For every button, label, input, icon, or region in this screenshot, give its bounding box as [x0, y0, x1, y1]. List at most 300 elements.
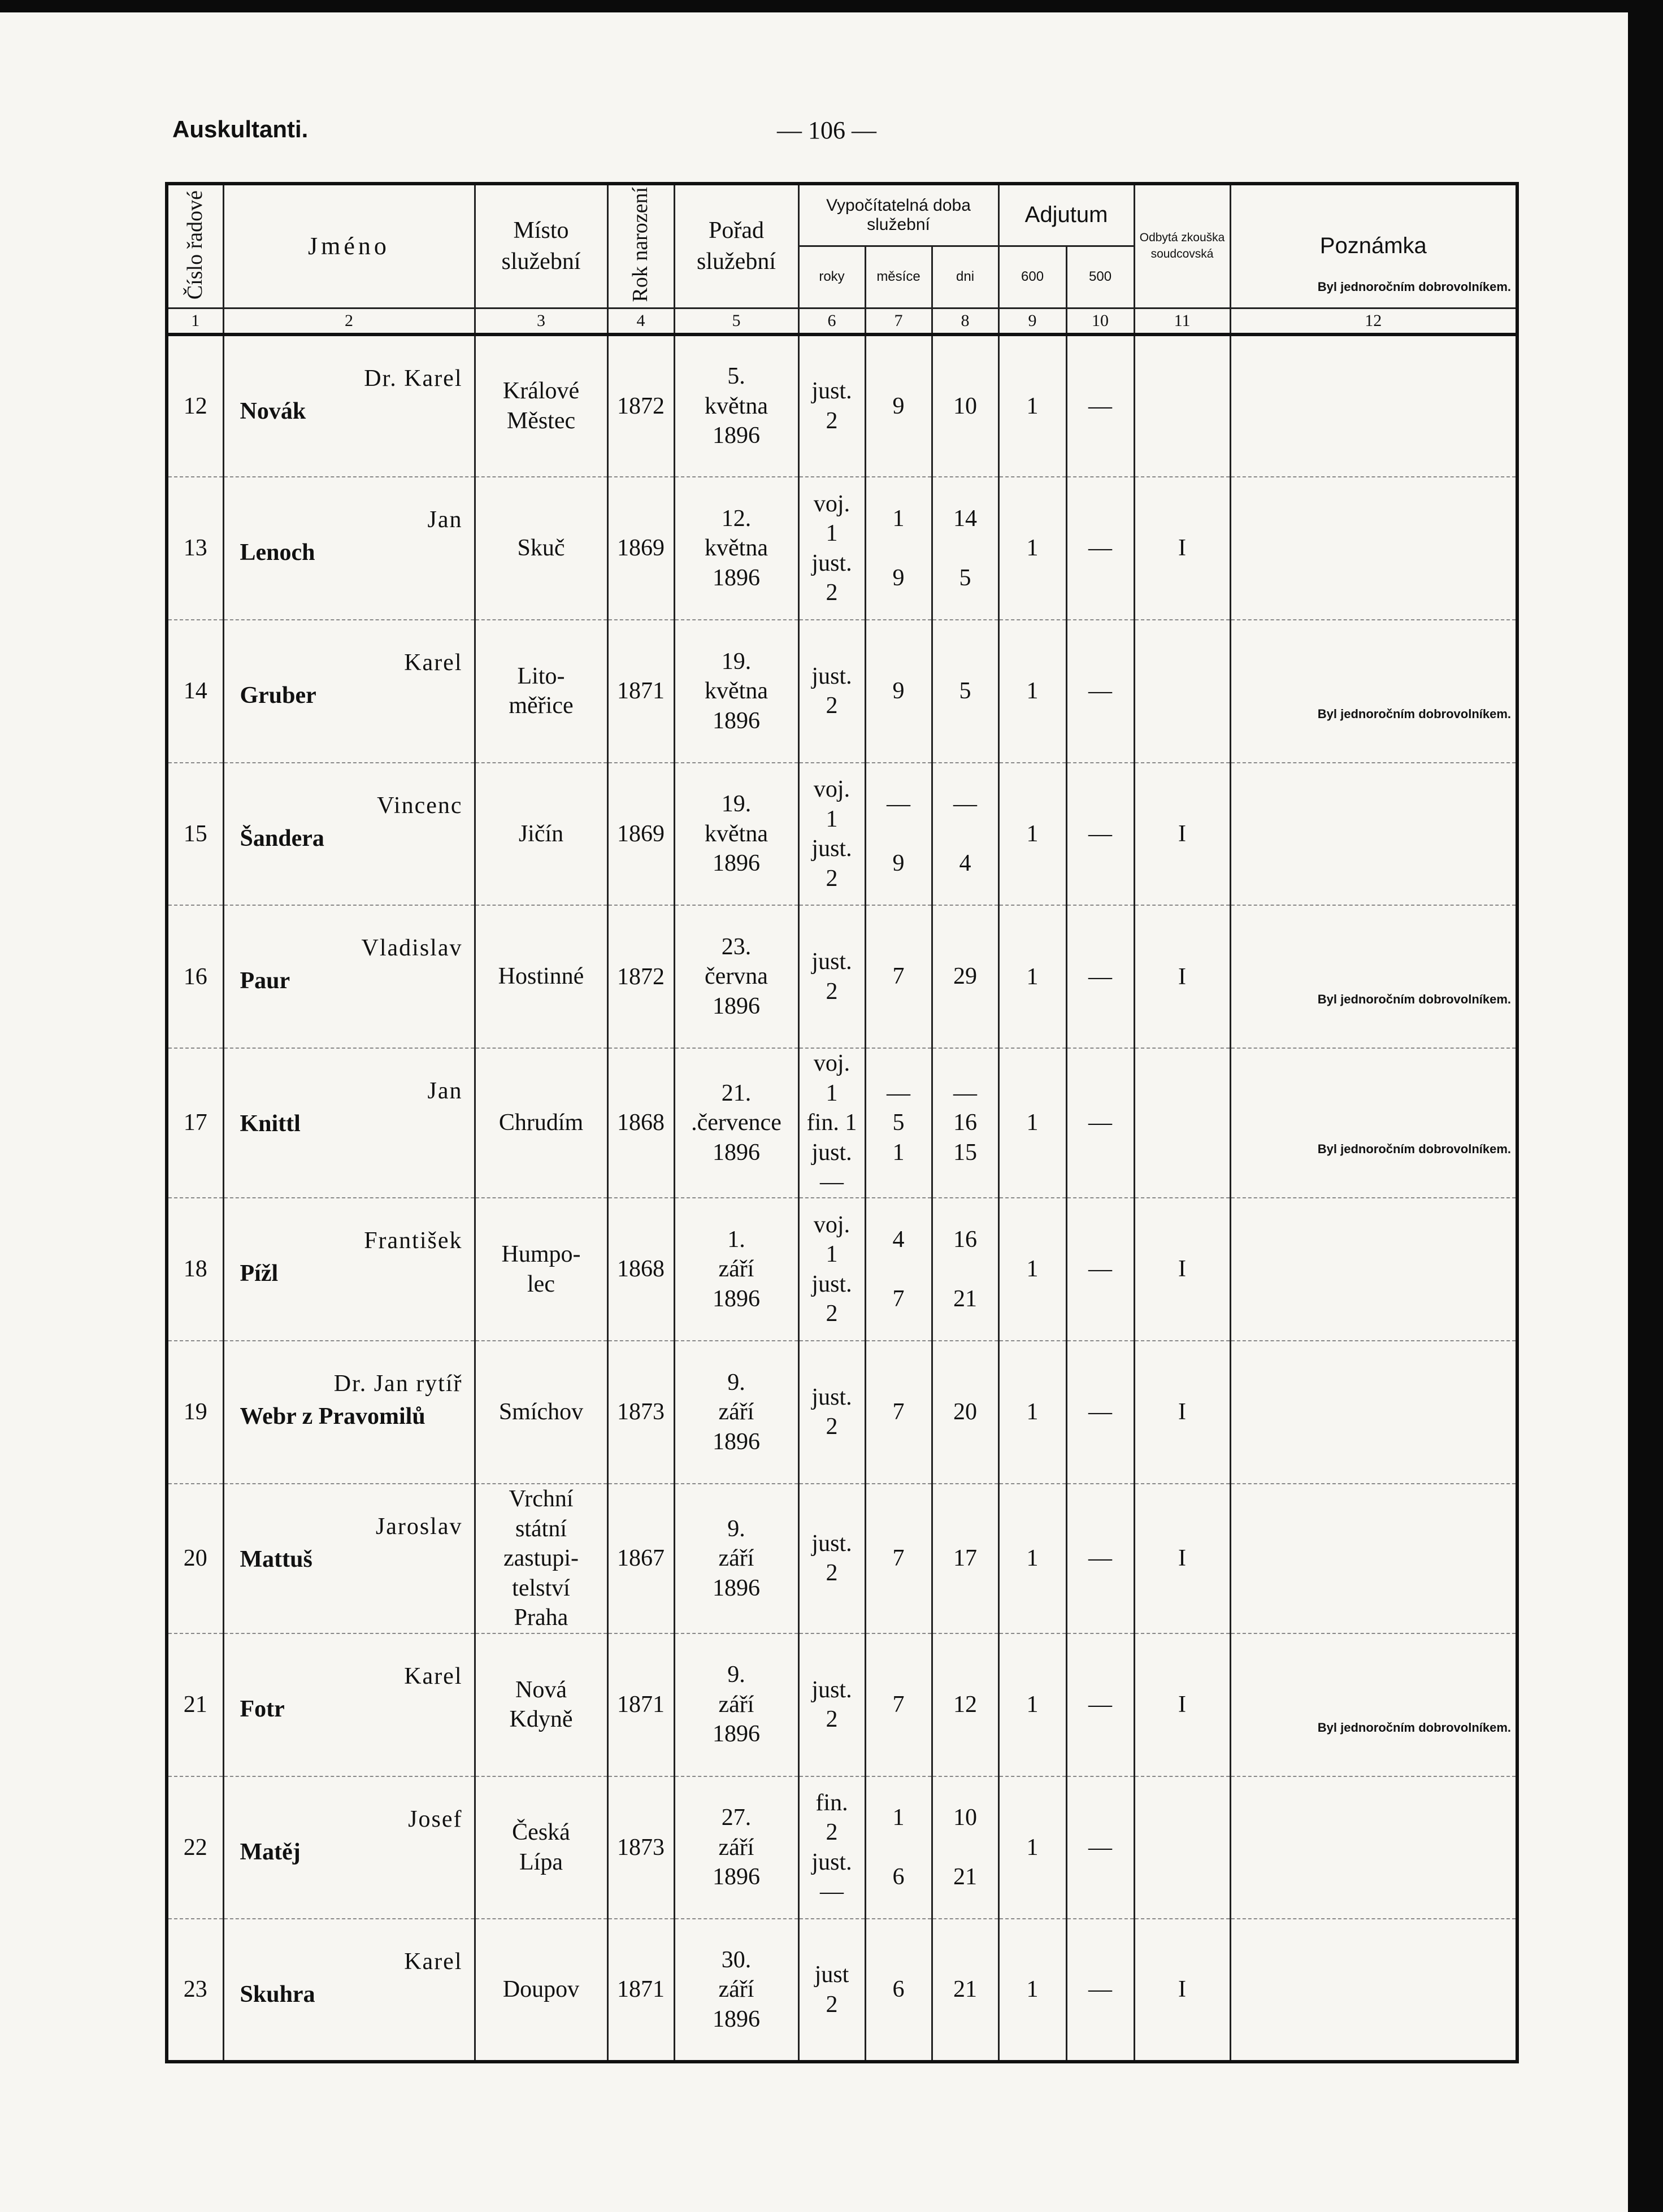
- service-order-line: 1896: [713, 707, 760, 734]
- scan-border-top: [0, 0, 1663, 12]
- years-line: just.: [811, 378, 852, 405]
- exam-text: I: [1178, 820, 1187, 847]
- col-header-rok: Rok narození: [607, 184, 674, 308]
- months-line: 4: [892, 1226, 905, 1253]
- adjutum-600-text: 1: [1026, 535, 1039, 562]
- months: [865, 477, 932, 620]
- service-order-stack: [675, 789, 798, 879]
- service-place: [475, 1198, 607, 1341]
- years: [798, 1341, 865, 1484]
- given-name: František: [364, 1228, 463, 1254]
- adjutum-600: [998, 1341, 1066, 1484]
- surname: Fotr: [240, 1696, 285, 1722]
- years-line: 2: [826, 407, 838, 434]
- days-line: 21: [953, 1976, 978, 2003]
- months: [865, 620, 932, 763]
- birth-year-text: 1873: [617, 1399, 665, 1426]
- row-number-text: 17: [183, 1110, 207, 1136]
- months-line: 7: [892, 1285, 905, 1312]
- service-order-line: 1896: [713, 993, 760, 1019]
- row-number: [167, 1776, 223, 1919]
- birth-year: [607, 1341, 674, 1484]
- adjutum-500: [1066, 1198, 1134, 1341]
- given-name: Vladislav: [361, 935, 463, 962]
- service-place-line: lec: [527, 1271, 555, 1297]
- name-cell: [223, 905, 475, 1048]
- service-place-line: Nová: [515, 1676, 567, 1703]
- col-header-misto: Místo služební: [475, 184, 607, 308]
- days: [932, 334, 998, 477]
- service-order: [674, 1919, 798, 2062]
- exam-text: I: [1178, 1976, 1187, 2003]
- service-order: [674, 477, 798, 620]
- row-number: [167, 477, 223, 620]
- years-line: 2: [826, 580, 838, 606]
- service-place-stack: [476, 1818, 607, 1877]
- birth-year-text: 1871: [617, 1692, 665, 1718]
- service-place-stack: [476, 1397, 607, 1427]
- service-place-stack: [476, 1108, 607, 1138]
- years-line: just.: [811, 1139, 852, 1166]
- birth-year: [607, 1484, 674, 1633]
- service-order: [674, 620, 798, 763]
- service-order-line: května: [705, 535, 768, 562]
- remark: [1230, 905, 1517, 1048]
- remark: [1230, 1720, 1517, 1919]
- years-line: just.: [811, 1530, 852, 1557]
- birth-year-text: 1868: [617, 1256, 665, 1283]
- service-order-line: .července: [691, 1110, 781, 1136]
- service-order-line: 1896: [713, 423, 760, 449]
- days-line: [933, 819, 998, 849]
- adjutum-600: [998, 334, 1066, 477]
- years-stack: [800, 1960, 865, 2019]
- days-line: 15: [953, 1139, 978, 1166]
- months: [865, 763, 932, 906]
- service-order-stack: [675, 647, 798, 736]
- given-name: Vincenc: [377, 792, 463, 819]
- service-order-line: května: [705, 393, 768, 419]
- days-stack: [933, 1225, 998, 1314]
- adjutum-500-text: —: [1088, 678, 1113, 705]
- months-line: [866, 819, 931, 849]
- years-line: fin. 1: [806, 1110, 857, 1136]
- days-line: 5: [959, 678, 971, 705]
- row-number-text: 20: [183, 1545, 207, 1572]
- col-header-porad: Pořad služební: [674, 184, 798, 308]
- birth-year: [607, 1919, 674, 2062]
- months: [865, 1198, 932, 1341]
- service-place-stack: [476, 1975, 607, 2005]
- adjutum-600-text: 1: [1026, 963, 1039, 990]
- adjutum-500-text: —: [1088, 535, 1113, 562]
- row-number: [167, 620, 223, 763]
- months-line: 7: [892, 963, 905, 990]
- years-line: voj.: [813, 1050, 850, 1077]
- service-order-line: 27.: [721, 1805, 752, 1831]
- service-place: [475, 477, 607, 620]
- years-stack: [800, 1788, 865, 1907]
- birth-year: [607, 1776, 674, 1919]
- months-line: [866, 533, 931, 563]
- exam: [1134, 1198, 1230, 1341]
- days-line: 21: [953, 1285, 978, 1312]
- service-order-line: 1896: [713, 564, 760, 591]
- years-stack: [800, 1529, 865, 1588]
- remark-text: Byl jednoročním dobrovolníkem.: [1317, 1142, 1512, 1157]
- adjutum-600-text: 1: [1026, 820, 1039, 847]
- remark: [1230, 620, 1517, 763]
- birth-year-text: 1868: [617, 1110, 665, 1136]
- days-stack: [933, 1544, 998, 1574]
- days-line: 5: [959, 564, 971, 591]
- service-order: [674, 1633, 798, 1776]
- years-line: just.: [811, 1676, 852, 1703]
- days-line: 14: [953, 505, 978, 532]
- adjutum-500-text: —: [1088, 820, 1113, 847]
- service-order: [674, 763, 798, 906]
- service-order-line: 23.: [721, 933, 752, 960]
- days-line: —: [953, 1080, 978, 1106]
- service-order: [674, 1198, 798, 1341]
- adjutum-600: [998, 1919, 1066, 2062]
- service-order-line: 1896: [713, 1864, 760, 1891]
- months: [865, 1484, 932, 1633]
- service-order-line: září: [718, 1691, 754, 1718]
- years-line: 2: [826, 1819, 838, 1846]
- years-line: voj.: [813, 776, 850, 803]
- years-line: 1: [826, 1080, 838, 1106]
- months-line: 1: [892, 1139, 905, 1166]
- service-order-line: 19.: [721, 791, 752, 818]
- table-row: [167, 477, 1517, 620]
- service-order-line: 12.: [721, 505, 752, 532]
- adjutum-500-text: —: [1088, 1545, 1113, 1572]
- column-number: 1: [167, 308, 223, 334]
- months-line: 7: [892, 1545, 905, 1572]
- row-number-text: 16: [183, 963, 207, 990]
- years: [798, 620, 865, 763]
- service-place-line: Králové: [502, 378, 580, 405]
- months-line: 1: [892, 505, 905, 532]
- row-number-text: 13: [183, 535, 207, 562]
- exam-text: I: [1178, 963, 1187, 990]
- birth-year: [607, 1633, 674, 1776]
- years-stack: [800, 1049, 865, 1197]
- years-line: 2: [826, 865, 838, 892]
- row-number: [167, 1919, 223, 2062]
- years-stack: [800, 662, 865, 721]
- months-line: —: [887, 1080, 910, 1106]
- service-order-stack: [675, 1803, 798, 1892]
- name-cell: [223, 1776, 475, 1919]
- adjutum-600-text: 1: [1026, 1692, 1039, 1718]
- service-place-stack: [476, 662, 607, 721]
- row-number: [167, 1198, 223, 1341]
- column-number: 8: [932, 308, 998, 334]
- years-line: just.: [811, 1849, 852, 1875]
- years-stack: [800, 1383, 865, 1442]
- birth-year: [607, 1048, 674, 1198]
- months-line: —: [887, 791, 910, 818]
- years-line: just.: [811, 949, 852, 975]
- surname: Paur: [240, 968, 290, 994]
- name-cell: [223, 477, 475, 620]
- days-line: [933, 1254, 998, 1284]
- months-line: 1: [892, 1805, 905, 1831]
- days-stack: [933, 504, 998, 593]
- adjutum-600-text: 1: [1026, 1110, 1039, 1136]
- days: [932, 905, 998, 1048]
- service-place: [475, 1048, 607, 1198]
- name-cell: [223, 1048, 475, 1198]
- months-stack: [866, 962, 931, 992]
- months-line: 7: [892, 1399, 905, 1426]
- remark: [1230, 706, 1517, 906]
- adjutum-500: [1066, 1919, 1134, 2062]
- auskultanti-table: [165, 182, 1519, 2063]
- adjutum-600: [998, 1776, 1066, 1919]
- row-number-text: 14: [183, 678, 207, 705]
- birth-year: [607, 620, 674, 763]
- service-order-line: května: [705, 678, 768, 705]
- days-stack: [933, 1397, 998, 1427]
- days-line: 29: [953, 963, 978, 990]
- table-row: [167, 1341, 1517, 1484]
- service-order-line: 1896: [713, 850, 760, 877]
- adjutum-600: [998, 1633, 1066, 1776]
- years-line: just.: [811, 663, 852, 689]
- service-order-stack: [675, 504, 798, 593]
- column-number: 4: [607, 308, 674, 334]
- adjutum-500-text: —: [1088, 963, 1113, 990]
- remark: [1230, 1484, 1517, 1633]
- years: [798, 334, 865, 477]
- column-number: 12: [1230, 308, 1517, 334]
- days: [932, 1776, 998, 1919]
- years: [798, 1198, 865, 1341]
- col-header-roky: roky: [798, 246, 865, 308]
- surname: Gruber: [240, 683, 316, 709]
- table-row: [167, 334, 1517, 477]
- adjutum-500-text: —: [1088, 393, 1113, 419]
- service-order-line: 21.: [721, 1080, 752, 1106]
- days-line: [933, 1833, 998, 1863]
- years-line: 2: [826, 1301, 838, 1327]
- name-cell: [223, 1633, 475, 1776]
- row-number-text: 22: [183, 1834, 207, 1861]
- years-stack: [800, 376, 865, 436]
- adjutum-500: [1066, 905, 1134, 1048]
- service-order-line: 1896: [713, 1721, 760, 1748]
- adjutum-600-text: 1: [1026, 1545, 1039, 1572]
- service-place-line: Hostinné: [498, 963, 584, 990]
- months-line: [866, 1254, 931, 1284]
- table-row: [167, 620, 1517, 763]
- months: [865, 1633, 932, 1776]
- service-order-line: 1896: [713, 1428, 760, 1455]
- service-place: [475, 620, 607, 763]
- days: [932, 763, 998, 906]
- service-place-line: Smíchov: [498, 1399, 584, 1426]
- days: [932, 477, 998, 620]
- days-stack: [933, 1803, 998, 1892]
- days-line: 21: [953, 1864, 978, 1891]
- months: [865, 1048, 932, 1198]
- service-order: [674, 1776, 798, 1919]
- remark-text: Byl jednoročním dobrovolníkem.: [1317, 992, 1512, 1007]
- birth-year-text: 1871: [617, 678, 665, 705]
- years-line: voj.: [813, 1211, 850, 1238]
- surname: Lenoch: [240, 540, 315, 566]
- days-line: 10: [953, 1805, 978, 1831]
- service-place-line: Humpo-: [501, 1241, 581, 1268]
- days-line: 17: [953, 1545, 978, 1572]
- service-place: [475, 1484, 607, 1633]
- months-stack: [866, 1397, 931, 1427]
- service-place-line: měřice: [509, 693, 574, 719]
- column-number-row: [167, 308, 1517, 334]
- years: [798, 905, 865, 1048]
- col-header-zkouska: Odbytá zkouška soudcovská: [1134, 184, 1230, 308]
- months-stack: [866, 1079, 931, 1168]
- adjutum-500: [1066, 1633, 1134, 1776]
- remark: [1230, 477, 1517, 620]
- months-line: 6: [892, 1976, 905, 2003]
- birth-year-text: 1872: [617, 963, 665, 990]
- service-place-line: Vrchní: [509, 1486, 574, 1513]
- exam-text: I: [1178, 535, 1187, 562]
- surname: Mattuš: [240, 1546, 312, 1572]
- adjutum-600-text: 1: [1026, 393, 1039, 419]
- given-name: Jaroslav: [375, 1513, 463, 1540]
- service-order-stack: [675, 1514, 798, 1603]
- days-stack: [933, 962, 998, 992]
- days-line: [933, 533, 998, 563]
- adjutum-600: [998, 1484, 1066, 1633]
- table-row: [167, 1484, 1517, 1633]
- service-order-line: 19.: [721, 648, 752, 675]
- page-header: [172, 116, 963, 150]
- remark: [1230, 992, 1517, 1198]
- birth-year: [607, 477, 674, 620]
- remark-text: Byl jednoročním dobrovolníkem.: [1317, 279, 1512, 294]
- col-header-adjutum: Adjutum: [998, 184, 1134, 246]
- adjutum-600-text: 1: [1026, 1256, 1039, 1283]
- name-cell: [223, 1198, 475, 1341]
- adjutum-500: [1066, 1484, 1134, 1633]
- service-order: [674, 1048, 798, 1198]
- col-header-adjutum-600: 600: [998, 246, 1066, 308]
- col-header-poznamka: Poznámka: [1230, 184, 1517, 308]
- service-order-stack: [675, 932, 798, 1022]
- service-place-stack: [476, 533, 607, 563]
- days: [932, 1633, 998, 1776]
- scan-border-right: [1628, 0, 1663, 2212]
- service-place-stack: [476, 1675, 607, 1735]
- column-number: 9: [998, 308, 1066, 334]
- exam: [1134, 1484, 1230, 1633]
- days-line: 16: [953, 1226, 978, 1253]
- service-place-line: Lípa: [519, 1849, 563, 1875]
- section-title: Auskultanti.: [172, 116, 309, 142]
- months: [865, 1341, 932, 1484]
- row-number: [167, 1048, 223, 1198]
- months-line: 5: [892, 1110, 905, 1136]
- birth-year-text: 1871: [617, 1976, 665, 2003]
- years-line: 2: [826, 978, 838, 1005]
- days-stack: [933, 392, 998, 421]
- service-place-line: Doupov: [502, 1976, 580, 2003]
- service-order-line: 9.: [727, 1662, 745, 1688]
- surname: Novák: [240, 398, 306, 424]
- years-line: 2: [826, 1706, 838, 1733]
- exam: [1134, 334, 1230, 477]
- remark: [1230, 1341, 1517, 1484]
- service-place-stack: [476, 1240, 607, 1299]
- row-number: [167, 763, 223, 906]
- surname: Skuhra: [240, 1981, 315, 2008]
- column-number: 7: [865, 308, 932, 334]
- years-line: 1: [826, 520, 838, 547]
- remark-text: Byl jednoročním dobrovolníkem.: [1317, 706, 1512, 721]
- row-number: [167, 1633, 223, 1776]
- exam: [1134, 620, 1230, 763]
- months: [865, 334, 932, 477]
- page-number: — 106 —: [777, 116, 876, 144]
- adjutum-500-text: —: [1088, 1256, 1113, 1283]
- days: [932, 1919, 998, 2062]
- days-line: 4: [959, 850, 971, 877]
- remark: [1230, 1633, 1517, 1776]
- days-line: 20: [953, 1399, 978, 1426]
- service-place-line: Skuč: [517, 535, 565, 562]
- years-stack: [800, 1675, 865, 1735]
- service-place-line: státní: [515, 1515, 567, 1542]
- years-line: fin.: [815, 1789, 848, 1816]
- service-order-stack: [675, 1660, 798, 1749]
- days: [932, 1048, 998, 1198]
- col-header-dni: dni: [932, 246, 998, 308]
- service-order-line: 1896: [713, 1139, 760, 1166]
- row-number-text: 12: [183, 393, 207, 419]
- months: [865, 1919, 932, 2062]
- days-stack: [933, 789, 998, 879]
- days: [932, 1484, 998, 1633]
- birth-year: [607, 1198, 674, 1341]
- service-place-line: Praha: [514, 1605, 568, 1631]
- column-number: 10: [1066, 308, 1134, 334]
- service-order-line: 1.: [727, 1226, 745, 1253]
- given-name: Jan: [427, 507, 463, 533]
- service-order: [674, 1341, 798, 1484]
- service-order-line: září: [718, 1256, 754, 1283]
- remark-text: Byl jednoročním dobrovolníkem.: [1317, 1720, 1512, 1735]
- given-name: Karel: [404, 1949, 463, 1975]
- days-stack: [933, 1079, 998, 1168]
- row-number: [167, 1341, 223, 1484]
- service-place-stack: [476, 962, 607, 992]
- service-place-line: telství: [512, 1575, 570, 1601]
- months-stack: [866, 392, 931, 421]
- adjutum-600: [998, 905, 1066, 1048]
- remark: [1230, 1142, 1517, 1341]
- name-cell: [223, 620, 475, 763]
- column-number: 2: [223, 308, 475, 334]
- exam: [1134, 1633, 1230, 1776]
- service-order-stack: [675, 362, 798, 451]
- days-line: 12: [953, 1691, 978, 1718]
